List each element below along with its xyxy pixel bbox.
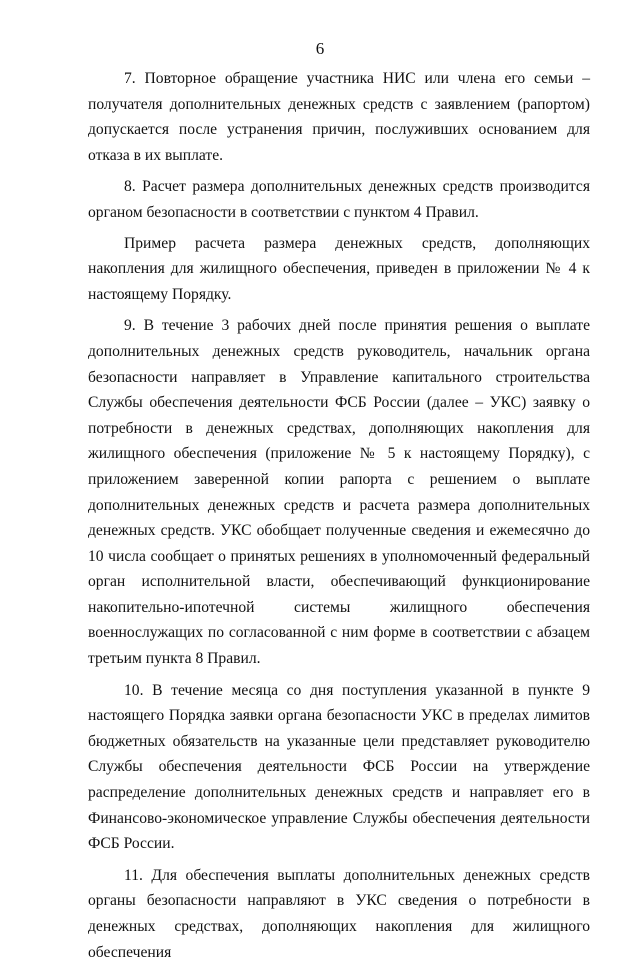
- paragraph-7: 7. Повторное обращение участника НИС или члена его семьи – получателя дополнительных денежных средств с заявлением (рапортом) допускается после устранения причин, послуживших основанием для отказа в их выплате.: [88, 70, 590, 164]
- paragraph-8: 8. Расчет размера дополнительных денежных средств производится органом безопасности в соответствии с пунктом 4 Правил.: [88, 178, 590, 221]
- paragraph-9: 9. В течение 3 рабочих дней после принятия решения о выплате дополнительных денежных средств руководитель, начальник органа безопасности направляет в Управление капитального строительства Службы обеспечения деятельности ФСБ России (далее – УКС) заявку о потребности в денежных средствах, дополняющих накопления для жилищного обеспечения (приложение № 5 к настоящему Порядку), с приложением заверенной копии рапорта с решением о выплате дополнительных денежных средств и расчета размера дополнительных денежных средств. УКС обобщает полученные сведения и ежемесячно до 10 числа сообщает о принятых решениях в уполномоченный федеральный орган исполнительной власти, обеспечивающий функционирование накопительно-ипотечной системы жилищного обеспечения военнослужащих по согласованной с ним форме в соответствии с абзацем третьим пункта 8 Правил.: [88, 317, 590, 668]
- paragraph-11: 11. Для обеспечения выплаты дополнительных денежных средств органы безопасности направляют в УКС сведения о потребности в денежных средствах, дополняющих накопления для жилищного обеспечения: [88, 866, 590, 961]
- paragraph-10: 10. В течение месяца со дня поступления указанной в пункте 9 настоящего Порядка заявки органа безопасности УКС в пределах лимитов бюджетных обязательств на указанные цели представляет руководителю Службы обеспечения деятельности ФСБ России на утверждение распределение дополнительных денежных средств и направляет его в Финансово-экономическое управление Службы обеспечения деятельности ФСБ России.: [88, 681, 590, 853]
- document-body: [88, 66, 590, 965]
- page-number: 6: [315, 39, 325, 58]
- paragraph-example: Пример расчета размера денежных средств, дополняющих накопления для жилищного обеспечения, приведен в приложении № 4 к настоящему Порядку.: [88, 234, 590, 303]
